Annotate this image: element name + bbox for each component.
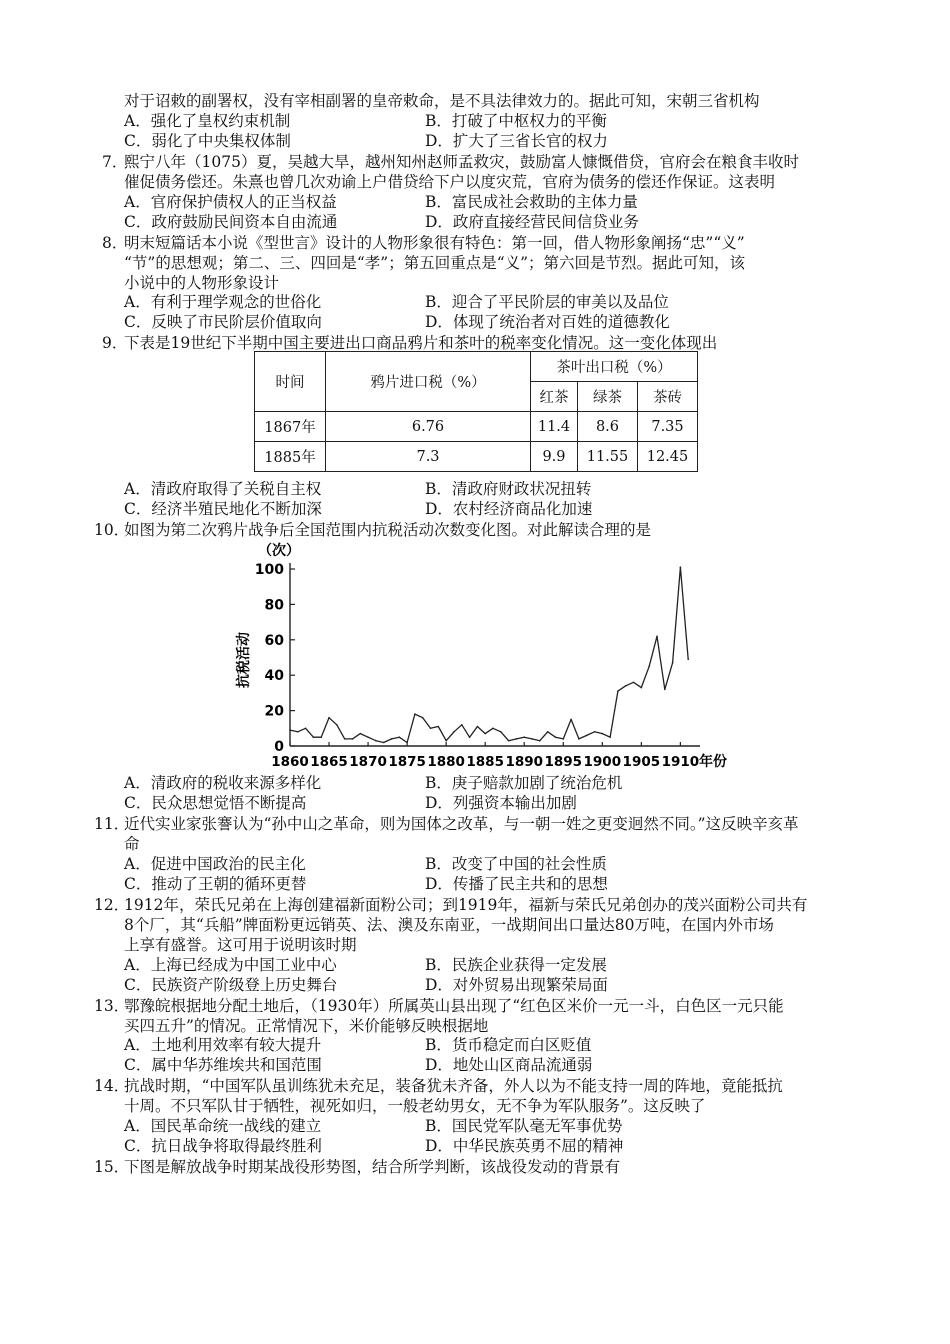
- table-cell-green-tea: 11.55: [577, 442, 637, 472]
- q13-text-line: 鄂豫皖根据地分配土地后，（1930年）所属英山县出现了“红色区米价一元一斗，白色区一元只能: [124, 997, 784, 1015]
- q10-option-c: C．民众思想觉悟不断提高: [124, 794, 307, 812]
- q12-number: 12．: [94, 896, 130, 914]
- chart-data-point: [625, 685, 627, 687]
- chart-y-tick-label: 20: [264, 703, 284, 720]
- q14-text-line: 十周。不只军队甘于牺牲，视死如归，一般老幼男女，无不争为军队服务”。这反映了: [124, 1097, 706, 1115]
- q6-option-d: D．扩大了三省长官的权力: [425, 132, 608, 150]
- chart-x-tick-label: 1905: [622, 754, 661, 770]
- q11-number: 11．: [94, 815, 130, 833]
- table-cell-year: 1885年: [255, 442, 326, 472]
- q14-option-d: D．中华民族英勇不屈的精神: [425, 1137, 624, 1155]
- chart-data-point: [563, 738, 565, 740]
- table-cell-year: 1867年: [255, 412, 326, 442]
- q14-option-a: A．国民革命统一战线的建立: [124, 1117, 322, 1135]
- chart-x-tick-label: 1910: [661, 754, 700, 770]
- chart-data-point: [430, 728, 432, 730]
- chart-data-point: [609, 736, 611, 738]
- chart-data-point: [320, 736, 322, 738]
- table-cell-brick-tea: 12.45: [637, 442, 697, 472]
- table-cell-green-tea: 8.6: [577, 412, 637, 442]
- q6-option-c: C．弱化了中央集权体制: [124, 132, 291, 150]
- chart-data-point: [477, 726, 479, 728]
- q9-option-d: D．农村经济商品化加速: [425, 500, 593, 518]
- q8-text-line: 小说中的人物形象设计: [124, 274, 280, 292]
- q12-text-line: 1912年，荣氏兄弟在上海创建福新面粉公司；到1919年，福新与荣氏兄弟创办的茂兴面粉公司共有: [124, 896, 808, 914]
- chart-x-tick-label: 1900: [583, 754, 622, 770]
- chart-x-tick-label: 1890: [505, 754, 544, 770]
- chart-data-point: [344, 738, 346, 740]
- q15-text-line: 下图是解放战争时期某战役形势图，结合所学判断，该战役发动的背景有: [124, 1158, 621, 1176]
- chart-data-point: [399, 736, 401, 738]
- table-cell-opium: 7.3: [326, 442, 531, 472]
- q12-option-a: A．上海已经成为中国工业中心: [124, 956, 337, 974]
- table-cell-brick-tea: 7.35: [637, 412, 697, 442]
- q7-option-b: B．富民成社会救助的主体力量: [425, 193, 638, 211]
- q11-text-line: 命: [124, 835, 140, 853]
- q15-number: 15．: [94, 1158, 130, 1176]
- chart-y-unit: （次）: [258, 543, 300, 559]
- chart-y-label: 抗税活动: [236, 632, 252, 688]
- table-cell-opium: 6.76: [326, 412, 531, 442]
- chart-data-point: [406, 742, 408, 744]
- table-header-time: 时间: [255, 352, 326, 412]
- chart-x-tick-label: 1875: [388, 754, 426, 770]
- table-cell-red-tea: 9.9: [531, 442, 578, 472]
- chart-data-point: [313, 736, 315, 738]
- chart-data-point: [445, 740, 447, 742]
- q13-option-a: A．土地利用效率有较大提升: [124, 1036, 322, 1054]
- chart-data-point: [297, 731, 299, 733]
- q7-text-line: 熙宁八年（1075）夏，吴越大旱，越州知州赵师孟救灾，鼓励富人慷慨借贷，官府会在粮食丰收时: [124, 153, 799, 171]
- table-header-opium: 鸦片进口税（%）: [326, 352, 531, 412]
- chart-data-point: [539, 740, 541, 742]
- q6-option-a: A．强化了皇权约束机制: [124, 112, 291, 130]
- chart-y-tick-label: 0: [274, 739, 284, 755]
- chart-data-point: [438, 726, 440, 728]
- chart-data-point: [555, 736, 557, 738]
- q7-text-line: 催促债务偿还。朱熹也曾几次劝谕上户借贷给下户以度灾荒，官府为债务的偿还作保证。这表明: [124, 173, 776, 191]
- q9-option-b: B．清政府财政状况扭转: [425, 480, 592, 498]
- q7-option-d: D．政府直接经营民间信贷业务: [425, 213, 639, 231]
- q10-option-b: B．庚子赔款加剧了统治危机: [425, 774, 623, 792]
- chart-data-point: [672, 662, 674, 664]
- chart-data-point: [516, 738, 518, 740]
- chart-data-point: [484, 733, 486, 735]
- chart-data-point: [352, 738, 354, 740]
- chart-data-point: [648, 666, 650, 668]
- q8-number: 8．: [102, 234, 128, 252]
- table-header-green-tea: 绿茶: [577, 382, 637, 412]
- chart-data-point: [523, 736, 525, 738]
- q10-number: 10．: [94, 521, 130, 539]
- q12-text-line: 上享有盛誉。这可用于说明该时期: [124, 936, 357, 954]
- chart-x-tick-label: 1860: [271, 754, 309, 770]
- chart-data-point: [641, 687, 643, 689]
- q14-option-b: B．国民党军队毫无军事优势: [425, 1117, 623, 1135]
- tax-resistance-line-chart: [236, 540, 744, 772]
- chart-data-point: [367, 736, 369, 738]
- q8-option-a: A．有利于理学观念的世俗化: [124, 293, 322, 311]
- table-header-red-tea: 红茶: [531, 382, 578, 412]
- q11-option-c: C．推动了王朝的循环更替: [124, 875, 307, 893]
- chart-data-point: [578, 738, 580, 740]
- q7-option-c: C．政府鼓励民间资本自由流通: [124, 213, 338, 231]
- chart-x-tick-label: 1870: [349, 754, 387, 770]
- q14-text-line: 抗战时期，“中国军队虽训练犹未充足，装备犹未齐备，外人以为不能支持一周的阵地，竟能抵抗: [124, 1077, 783, 1095]
- q8-option-b: B．迎合了平民阶层的审美以及品位: [425, 293, 669, 311]
- q13-number: 13．: [94, 997, 130, 1015]
- q10-option-a: A．清政府的税收来源多样化: [124, 774, 322, 792]
- chart-data-point: [680, 566, 682, 568]
- chart-data-point: [422, 717, 424, 719]
- q11-option-a: A．促进中国政治的民主化: [124, 855, 306, 873]
- q11-option-b: B．改变了中国的社会性质: [425, 855, 607, 873]
- q12-option-d: D．对外贸易出现繁荣局面: [425, 976, 608, 994]
- chart-x-tick-label: 1865: [310, 754, 348, 770]
- chart-y-tick-label: 40: [264, 668, 284, 685]
- q13-option-c: C．属中华苏维埃共和国范围: [124, 1056, 322, 1074]
- chart-y-tick-label: 100: [254, 562, 284, 578]
- chart-data-point: [664, 689, 666, 691]
- q11-text-line: 近代实业家张謇认为“孙中山之革命，则为国体之改革，与一朝一姓之更变迥然不同。”这反映辛亥革: [124, 815, 799, 833]
- chart-data-point: [617, 690, 619, 692]
- table-header-brick-tea: 茶砖: [637, 382, 697, 412]
- chart-x-tick-label: 1885: [466, 754, 504, 770]
- chart-data-point: [414, 713, 416, 715]
- table-header-tea: 茶叶出口税（%）: [531, 352, 698, 382]
- chart-y-ticks: [255, 562, 295, 755]
- chart-data-point: [461, 724, 463, 726]
- q9-text-line: 下表是19世纪下半期中国主要进出口商品鸦片和茶叶的税率变化情况。这一变化体现出: [124, 334, 718, 352]
- chart-data-point: [586, 735, 588, 737]
- chart-data-point: [391, 738, 393, 740]
- table-row: [255, 412, 698, 442]
- chart-data-point: [336, 724, 338, 726]
- chart-data-point: [594, 731, 596, 733]
- q6-text-line: 对于诏敕的副署权，没有宰相副署的皇帝敕命，是不具法律效力的。据此可知，宋朝三省机构: [124, 92, 760, 110]
- chart-data-point: [508, 740, 510, 742]
- q9-option-c: C．经济半殖民地化不断加深: [124, 500, 322, 518]
- chart-data-point: [687, 659, 689, 661]
- q8-option-c: C．反映了市民阶层价值取向: [124, 313, 322, 331]
- q9-number: 9．: [102, 334, 128, 352]
- chart-data-point: [305, 728, 307, 730]
- chart-series-line: [290, 567, 688, 742]
- chart-y-tick-label: 80: [264, 597, 284, 614]
- q12-option-c: C．民族资产阶级登上历史舞台: [124, 976, 338, 994]
- chart-data-point: [289, 729, 291, 731]
- q14-option-c: C．抗日战争将取得最终胜利: [124, 1137, 322, 1155]
- q12-option-b: B．民族企业获得一定发展: [425, 956, 607, 974]
- chart-data-point: [360, 733, 362, 735]
- chart-x-tick-label: 1880: [427, 754, 465, 770]
- chart-data-point: [547, 731, 549, 733]
- table-cell-red-tea: 11.4: [531, 412, 578, 442]
- chart-data-point: [453, 731, 455, 733]
- chart-data-point: [375, 740, 377, 742]
- chart-x-label: 年份: [699, 754, 727, 770]
- table-row: [255, 442, 698, 472]
- chart-data-point: [633, 682, 635, 684]
- q13-option-b: B．货币稳定而白区贬值: [425, 1036, 592, 1054]
- chart-data-point: [500, 731, 502, 733]
- q10-text-line: 如图为第二次鸦片战争后全国范围内抗税活动次数变化图。对此解读合理的是: [124, 521, 652, 539]
- q13-text-line: 买四五升”的情况。正常情况下，米价能够反映根据地: [124, 1017, 489, 1035]
- chart-data-point: [328, 717, 330, 719]
- q8-option-d: D．体现了统治者对百姓的道德教化: [425, 313, 670, 331]
- chart-x-tick-label: 1895: [544, 754, 583, 770]
- chart-data-point: [531, 738, 533, 740]
- chart-data-point: [383, 742, 385, 744]
- q9-option-a: A．清政府取得了关税自主权: [124, 480, 322, 498]
- chart-data-point: [570, 719, 572, 721]
- q7-number: 7．: [102, 153, 128, 171]
- q10-option-d: D．列强资本输出加剧: [425, 794, 577, 812]
- chart-data-point: [602, 733, 604, 735]
- chart-data-point: [469, 736, 471, 738]
- chart-data-point: [656, 636, 658, 638]
- q8-text-line: “节”的思想观；第二、三、四回是“孝”；第五回重点是“义”；第六回是节烈。据此可知，该: [124, 254, 746, 272]
- chart-axes: [290, 563, 700, 746]
- tax-rate-table: [254, 351, 698, 472]
- q12-text-line: 8个厂，其“兵船”牌面粉更远销英、法、澳及东南亚，一战期间出口量达80万吨，在国内外市场: [124, 916, 774, 934]
- chart-data-point: [492, 728, 494, 730]
- chart-y-tick-label: 60: [264, 632, 284, 649]
- q13-option-d: D．地处山区商品流通弱: [425, 1056, 593, 1074]
- q7-option-a: A．官府保护债权人的正当权益: [124, 193, 337, 211]
- q11-option-d: D．传播了民主共和的思想: [425, 875, 608, 893]
- q6-option-b: B．打破了中枢权力的平衡: [425, 112, 607, 130]
- chart-series: [289, 566, 689, 743]
- q8-text-line: 明末短篇话本小说《型世言》设计的人物形象很有特色：第一回，借人物形象阐扬“忠”“义”: [124, 234, 745, 252]
- q14-number: 14．: [94, 1077, 130, 1095]
